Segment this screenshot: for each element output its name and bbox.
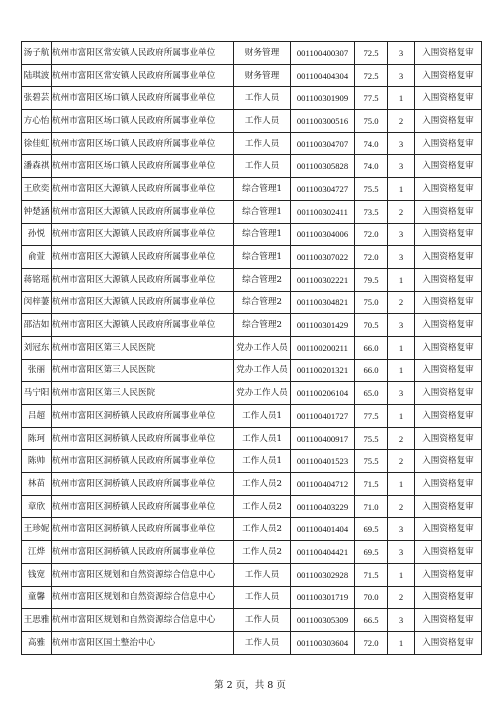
candidate-name-cell: 潘森祺 bbox=[22, 155, 52, 178]
table-row bbox=[22, 110, 482, 133]
candidate-name-cell: 高雅 bbox=[22, 631, 52, 654]
candidate-name-cell: 陆琪波 bbox=[22, 64, 52, 87]
table-row bbox=[22, 518, 482, 541]
remark-cell: 入围资格复审 bbox=[415, 336, 482, 359]
remark-cell: 入围资格复审 bbox=[415, 382, 482, 405]
results-table bbox=[21, 41, 482, 655]
rank-cell: 3 bbox=[388, 609, 415, 632]
employer-unit-cell: 杭州市富阳区大源镇人民政府所属事业单位 bbox=[52, 246, 234, 269]
table-row bbox=[22, 246, 482, 269]
exam-ticket-number-cell: 001100303604 bbox=[291, 631, 355, 654]
remark-cell: 入围资格复审 bbox=[415, 246, 482, 269]
rank-cell: 2 bbox=[388, 495, 415, 518]
remark-cell: 入围资格复审 bbox=[415, 405, 482, 428]
employer-unit-cell: 杭州市富阳区大源镇人民政府所属事业单位 bbox=[52, 291, 234, 314]
rank-cell: 1 bbox=[388, 563, 415, 586]
job-position-cell: 工作人员 bbox=[234, 609, 291, 632]
remark-cell: 入围资格复审 bbox=[415, 631, 482, 654]
rank-cell: 3 bbox=[388, 246, 415, 269]
rank-cell: 2 bbox=[388, 586, 415, 609]
table-row bbox=[22, 291, 482, 314]
candidate-name-cell: 王珍妮 bbox=[22, 518, 52, 541]
job-position-cell: 综合管理2 bbox=[234, 314, 291, 337]
written-score-cell: 66.0 bbox=[355, 359, 388, 382]
written-score-cell: 69.5 bbox=[355, 518, 388, 541]
candidate-name-cell: 蒋铭瑶 bbox=[22, 268, 52, 291]
job-position-cell: 工作人员1 bbox=[234, 450, 291, 473]
employer-unit-cell: 杭州市富阳区规划和自然资源综合信息中心 bbox=[52, 586, 234, 609]
written-score-cell: 75.0 bbox=[355, 110, 388, 133]
employer-unit-cell: 杭州市富阳区第三人民医院 bbox=[52, 359, 234, 382]
table-row bbox=[22, 473, 482, 496]
employer-unit-cell: 杭州市富阳区规划和自然资源综合信息中心 bbox=[52, 609, 234, 632]
remark-cell: 入围资格复审 bbox=[415, 42, 482, 65]
remark-cell: 入围资格复审 bbox=[415, 609, 482, 632]
rank-cell: 2 bbox=[388, 291, 415, 314]
exam-ticket-number-cell: 001100304821 bbox=[291, 291, 355, 314]
table-row bbox=[22, 268, 482, 291]
employer-unit-cell: 杭州市富阳区场口镇人民政府所属事业单位 bbox=[52, 87, 234, 110]
written-score-cell: 77.5 bbox=[355, 405, 388, 428]
written-score-cell: 70.0 bbox=[355, 586, 388, 609]
job-position-cell: 综合管理1 bbox=[234, 246, 291, 269]
job-position-cell: 工作人员 bbox=[234, 631, 291, 654]
candidate-name-cell: 张碧芸 bbox=[22, 87, 52, 110]
rank-cell: 2 bbox=[388, 450, 415, 473]
exam-ticket-number-cell: 001100304727 bbox=[291, 178, 355, 201]
table-row bbox=[22, 87, 482, 110]
job-position-cell: 工作人员 bbox=[234, 87, 291, 110]
remark-cell: 入围资格复审 bbox=[415, 155, 482, 178]
candidate-name-cell: 马宁阳 bbox=[22, 382, 52, 405]
rank-cell: 3 bbox=[388, 64, 415, 87]
candidate-name-cell: 章欣 bbox=[22, 495, 52, 518]
employer-unit-cell: 杭州市富阳区大源镇人民政府所属事业单位 bbox=[52, 178, 234, 201]
job-position-cell: 党办工作人员 bbox=[234, 359, 291, 382]
table-row bbox=[22, 631, 482, 654]
candidate-name-cell: 俞萱 bbox=[22, 246, 52, 269]
candidate-name-cell: 钟楚涵 bbox=[22, 200, 52, 223]
table-row bbox=[22, 427, 482, 450]
remark-cell: 入围资格复审 bbox=[415, 359, 482, 382]
employer-unit-cell: 杭州市富阳区常安镇人民政府所属事业单位 bbox=[52, 64, 234, 87]
rank-cell: 1 bbox=[388, 87, 415, 110]
remark-cell: 入围资格复审 bbox=[415, 518, 482, 541]
job-position-cell: 工作人员 bbox=[234, 563, 291, 586]
rank-cell: 2 bbox=[388, 200, 415, 223]
exam-ticket-number-cell: 001100400307 bbox=[291, 42, 355, 65]
table-row bbox=[22, 64, 482, 87]
candidate-name-cell: 王欣奕 bbox=[22, 178, 52, 201]
table-row bbox=[22, 405, 482, 428]
exam-ticket-number-cell: 001100206104 bbox=[291, 382, 355, 405]
employer-unit-cell: 杭州市富阳区洞桥镇人民政府所属事业单位 bbox=[52, 450, 234, 473]
exam-ticket-number-cell: 001100302411 bbox=[291, 200, 355, 223]
table-row bbox=[22, 450, 482, 473]
written-score-cell: 75.0 bbox=[355, 291, 388, 314]
employer-unit-cell: 杭州市富阳区大源镇人民政府所属事业单位 bbox=[52, 223, 234, 246]
rank-cell: 1 bbox=[388, 336, 415, 359]
candidate-name-cell: 吕超 bbox=[22, 405, 52, 428]
written-score-cell: 65.0 bbox=[355, 382, 388, 405]
rank-cell: 1 bbox=[388, 268, 415, 291]
remark-cell: 入围资格复审 bbox=[415, 132, 482, 155]
written-score-cell: 79.5 bbox=[355, 268, 388, 291]
employer-unit-cell: 杭州市富阳区洞桥镇人民政府所属事业单位 bbox=[52, 405, 234, 428]
remark-cell: 入围资格复审 bbox=[415, 223, 482, 246]
rank-cell: 1 bbox=[388, 359, 415, 382]
exam-ticket-number-cell: 001100401727 bbox=[291, 405, 355, 428]
remark-cell: 入围资格复审 bbox=[415, 110, 482, 133]
exam-ticket-number-cell: 001100304006 bbox=[291, 223, 355, 246]
rank-cell: 3 bbox=[388, 541, 415, 564]
candidate-name-cell: 汤子航 bbox=[22, 42, 52, 65]
candidate-name-cell: 江烨 bbox=[22, 541, 52, 564]
candidate-name-cell: 陈珂 bbox=[22, 427, 52, 450]
table-row bbox=[22, 314, 482, 337]
job-position-cell: 工作人员1 bbox=[234, 405, 291, 428]
candidate-name-cell: 王思雅 bbox=[22, 609, 52, 632]
written-score-cell: 75.5 bbox=[355, 450, 388, 473]
candidate-name-cell: 邵洁如 bbox=[22, 314, 52, 337]
remark-cell: 入围资格复审 bbox=[415, 291, 482, 314]
rank-cell: 1 bbox=[388, 178, 415, 201]
job-position-cell: 工作人员 bbox=[234, 586, 291, 609]
exam-ticket-number-cell: 001100403229 bbox=[291, 495, 355, 518]
job-position-cell: 综合管理2 bbox=[234, 268, 291, 291]
table-row bbox=[22, 609, 482, 632]
exam-ticket-number-cell: 001100404421 bbox=[291, 541, 355, 564]
table-row bbox=[22, 541, 482, 564]
written-score-cell: 70.5 bbox=[355, 314, 388, 337]
written-score-cell: 77.5 bbox=[355, 87, 388, 110]
exam-ticket-number-cell: 001100401523 bbox=[291, 450, 355, 473]
candidate-name-cell: 孙悦 bbox=[22, 223, 52, 246]
written-score-cell: 72.0 bbox=[355, 631, 388, 654]
job-position-cell: 工作人员2 bbox=[234, 518, 291, 541]
employer-unit-cell: 杭州市富阳区场口镇人民政府所属事业单位 bbox=[52, 110, 234, 133]
rank-cell: 1 bbox=[388, 631, 415, 654]
remark-cell: 入围资格复审 bbox=[415, 450, 482, 473]
exam-ticket-number-cell: 001100302928 bbox=[291, 563, 355, 586]
candidate-name-cell: 方心怡 bbox=[22, 110, 52, 133]
remark-cell: 入围资格复审 bbox=[415, 314, 482, 337]
employer-unit-cell: 杭州市富阳区国土整治中心 bbox=[52, 631, 234, 654]
remark-cell: 入围资格复审 bbox=[415, 495, 482, 518]
job-position-cell: 工作人员 bbox=[234, 132, 291, 155]
table-row bbox=[22, 563, 482, 586]
employer-unit-cell: 杭州市富阳区场口镇人民政府所属事业单位 bbox=[52, 155, 234, 178]
job-position-cell: 综合管理2 bbox=[234, 291, 291, 314]
rank-cell: 3 bbox=[388, 155, 415, 178]
written-score-cell: 69.5 bbox=[355, 541, 388, 564]
exam-ticket-number-cell: 001100304707 bbox=[291, 132, 355, 155]
exam-ticket-number-cell: 001100305309 bbox=[291, 609, 355, 632]
remark-cell: 入围资格复审 bbox=[415, 268, 482, 291]
page-number: 第 2 页，共 8 页 bbox=[214, 680, 286, 691]
table-row bbox=[22, 178, 482, 201]
written-score-cell: 71.5 bbox=[355, 473, 388, 496]
job-position-cell: 财务管理 bbox=[234, 64, 291, 87]
exam-ticket-number-cell: 001100201321 bbox=[291, 359, 355, 382]
written-score-cell: 72.0 bbox=[355, 223, 388, 246]
rank-cell: 2 bbox=[388, 427, 415, 450]
exam-ticket-number-cell: 001100300516 bbox=[291, 110, 355, 133]
job-position-cell: 工作人员 bbox=[234, 110, 291, 133]
remark-cell: 入围资格复审 bbox=[415, 473, 482, 496]
table-row bbox=[22, 155, 482, 178]
table-row bbox=[22, 336, 482, 359]
job-position-cell: 工作人员 bbox=[234, 155, 291, 178]
remark-cell: 入围资格复审 bbox=[415, 586, 482, 609]
employer-unit-cell: 杭州市富阳区洞桥镇人民政府所属事业单位 bbox=[52, 427, 234, 450]
written-score-cell: 71.0 bbox=[355, 495, 388, 518]
exam-ticket-number-cell: 001100301719 bbox=[291, 586, 355, 609]
employer-unit-cell: 杭州市富阳区洞桥镇人民政府所属事业单位 bbox=[52, 473, 234, 496]
table-row bbox=[22, 359, 482, 382]
job-position-cell: 工作人员2 bbox=[234, 541, 291, 564]
job-position-cell: 财务管理 bbox=[234, 42, 291, 65]
written-score-cell: 73.5 bbox=[355, 200, 388, 223]
employer-unit-cell: 杭州市富阳区常安镇人民政府所属事业单位 bbox=[52, 42, 234, 65]
table-body bbox=[22, 42, 482, 655]
written-score-cell: 72.0 bbox=[355, 246, 388, 269]
candidate-name-cell: 陈帅 bbox=[22, 450, 52, 473]
rank-cell: 1 bbox=[388, 405, 415, 428]
employer-unit-cell: 杭州市富阳区大源镇人民政府所属事业单位 bbox=[52, 268, 234, 291]
exam-ticket-number-cell: 001100307022 bbox=[291, 246, 355, 269]
rank-cell: 3 bbox=[388, 314, 415, 337]
candidate-name-cell: 林苗 bbox=[22, 473, 52, 496]
candidate-name-cell: 徐佳虹 bbox=[22, 132, 52, 155]
employer-unit-cell: 杭州市富阳区大源镇人民政府所属事业单位 bbox=[52, 200, 234, 223]
table-row bbox=[22, 223, 482, 246]
exam-ticket-number-cell: 001100301429 bbox=[291, 314, 355, 337]
employer-unit-cell: 杭州市富阳区大源镇人民政府所属事业单位 bbox=[52, 314, 234, 337]
written-score-cell: 74.0 bbox=[355, 155, 388, 178]
remark-cell: 入围资格复审 bbox=[415, 200, 482, 223]
employer-unit-cell: 杭州市富阳区洞桥镇人民政府所属事业单位 bbox=[52, 541, 234, 564]
remark-cell: 入围资格复审 bbox=[415, 427, 482, 450]
rank-cell: 3 bbox=[388, 518, 415, 541]
exam-ticket-number-cell: 001100401404 bbox=[291, 518, 355, 541]
candidate-name-cell: 钱宽 bbox=[22, 563, 52, 586]
exam-ticket-number-cell: 001100305828 bbox=[291, 155, 355, 178]
job-position-cell: 综合管理1 bbox=[234, 178, 291, 201]
exam-ticket-number-cell: 001100404304 bbox=[291, 64, 355, 87]
written-score-cell: 75.5 bbox=[355, 427, 388, 450]
candidate-name-cell: 张丽 bbox=[22, 359, 52, 382]
written-score-cell: 72.5 bbox=[355, 42, 388, 65]
written-score-cell: 66.0 bbox=[355, 336, 388, 359]
written-score-cell: 75.5 bbox=[355, 178, 388, 201]
remark-cell: 入围资格复审 bbox=[415, 178, 482, 201]
rank-cell: 3 bbox=[388, 42, 415, 65]
exam-ticket-number-cell: 001100400917 bbox=[291, 427, 355, 450]
remark-cell: 入围资格复审 bbox=[415, 563, 482, 586]
rank-cell: 2 bbox=[388, 110, 415, 133]
job-position-cell: 综合管理1 bbox=[234, 223, 291, 246]
written-score-cell: 71.5 bbox=[355, 563, 388, 586]
candidate-name-cell: 闵梓萋 bbox=[22, 291, 52, 314]
employer-unit-cell: 杭州市富阳区场口镇人民政府所属事业单位 bbox=[52, 132, 234, 155]
employer-unit-cell: 杭州市富阳区洞桥镇人民政府所属事业单位 bbox=[52, 518, 234, 541]
rank-cell: 3 bbox=[388, 132, 415, 155]
written-score-cell: 74.0 bbox=[355, 132, 388, 155]
table-row bbox=[22, 200, 482, 223]
job-position-cell: 党办工作人员 bbox=[234, 382, 291, 405]
employer-unit-cell: 杭州市富阳区规划和自然资源综合信息中心 bbox=[52, 563, 234, 586]
exam-ticket-number-cell: 001100301909 bbox=[291, 87, 355, 110]
remark-cell: 入围资格复审 bbox=[415, 87, 482, 110]
remark-cell: 入围资格复审 bbox=[415, 541, 482, 564]
remark-cell: 入围资格复审 bbox=[415, 64, 482, 87]
written-score-cell: 66.5 bbox=[355, 609, 388, 632]
table-row bbox=[22, 132, 482, 155]
exam-ticket-number-cell: 001100404712 bbox=[291, 473, 355, 496]
table-row bbox=[22, 382, 482, 405]
job-position-cell: 工作人员2 bbox=[234, 473, 291, 496]
candidate-name-cell: 童馨 bbox=[22, 586, 52, 609]
employer-unit-cell: 杭州市富阳区第三人民医院 bbox=[52, 336, 234, 359]
written-score-cell: 72.5 bbox=[355, 64, 388, 87]
job-position-cell: 工作人员2 bbox=[234, 495, 291, 518]
rank-cell: 1 bbox=[388, 473, 415, 496]
rank-cell: 3 bbox=[388, 223, 415, 246]
job-position-cell: 工作人员1 bbox=[234, 427, 291, 450]
job-position-cell: 综合管理1 bbox=[234, 200, 291, 223]
table-row bbox=[22, 42, 482, 65]
exam-ticket-number-cell: 001100200211 bbox=[291, 336, 355, 359]
table-row bbox=[22, 495, 482, 518]
exam-ticket-number-cell: 001100302221 bbox=[291, 268, 355, 291]
candidate-name-cell: 刘冠东 bbox=[22, 336, 52, 359]
rank-cell: 3 bbox=[388, 382, 415, 405]
employer-unit-cell: 杭州市富阳区第三人民医院 bbox=[52, 382, 234, 405]
table-row bbox=[22, 586, 482, 609]
employer-unit-cell: 杭州市富阳区洞桥镇人民政府所属事业单位 bbox=[52, 495, 234, 518]
job-position-cell: 党办工作人员 bbox=[234, 336, 291, 359]
